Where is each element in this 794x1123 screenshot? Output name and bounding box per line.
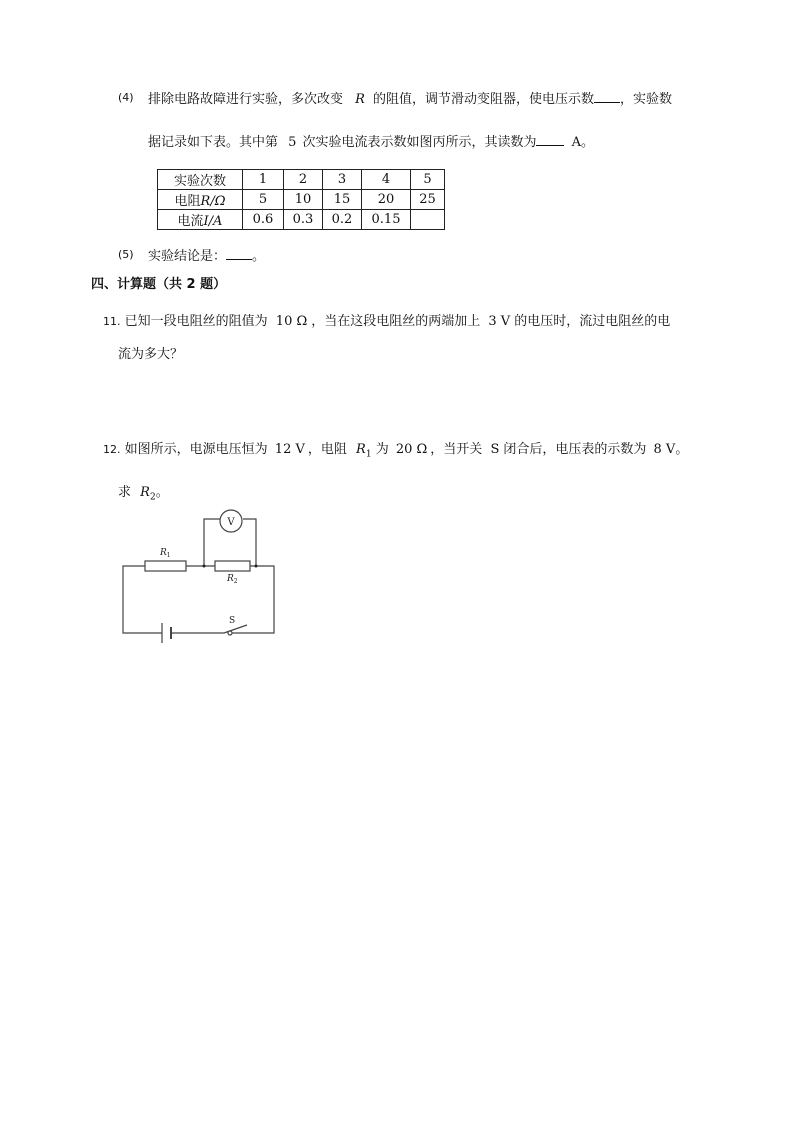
q4-unit: A。 <box>571 135 594 150</box>
q4-text-c: ，实验数 <box>619 92 672 107</box>
table-cell: 10 <box>284 190 323 210</box>
table-cell: 15 <box>323 190 362 210</box>
q4-text-a: 排除电路故障进行实验，多次改变 <box>148 92 344 107</box>
resistor-r1 <box>145 561 186 571</box>
q12-text-c: 为 <box>375 442 389 457</box>
q11-line2: 流为多大？ <box>118 347 184 362</box>
wire-left <box>123 566 162 633</box>
q12-text-b: ，电阻 <box>307 442 347 457</box>
table-cell: 0.6 <box>243 210 284 230</box>
table-cell: 2 <box>284 170 323 190</box>
resistance-label-unit: R/Ω <box>200 194 226 209</box>
q12-text-a: 如图所示，电源电压恒为 <box>124 442 268 457</box>
r1-label-sub: 1 <box>166 552 171 559</box>
q12-r2: R <box>140 485 150 500</box>
q12-text-e: 闭合后，电压表的示数为 <box>503 442 647 457</box>
r2-label-main: R <box>227 574 234 584</box>
q12-line2-a: 求 <box>118 485 132 500</box>
q4-text-e: 次实验电流表示数如图丙所示，其读数为 <box>302 135 537 150</box>
q12-u-value: 12 V <box>274 442 305 457</box>
q11-r-value: 10 Ω <box>275 314 308 329</box>
table-header-label: 实验次数 <box>158 170 243 190</box>
q5-text-b: 。 <box>252 249 266 264</box>
voltmeter-wire-left <box>204 519 220 566</box>
section-title: 四、计算题（共 2 题） <box>91 277 227 292</box>
wire-right <box>232 566 274 633</box>
voltmeter-wire-right <box>243 519 256 566</box>
r1-label <box>159 548 171 559</box>
q12-text-d: ，当开关 <box>430 442 483 457</box>
table-cell: 5 <box>243 190 284 210</box>
resistance-label-text: 电阻 <box>174 194 201 209</box>
junction-dot <box>203 565 206 568</box>
switch-lever <box>224 625 247 633</box>
table-cell: 0.2 <box>323 210 362 230</box>
table-cell: 0.3 <box>284 210 323 230</box>
q4-trial-number: 5 <box>288 135 297 150</box>
q12-switch: S <box>490 442 500 457</box>
r2-label <box>226 574 238 585</box>
table-cell: 4 <box>362 170 411 190</box>
q11-text-a: 已知一段电阻丝的阻值为 <box>124 314 268 329</box>
q12-line2-b: 。 <box>155 485 169 500</box>
q12-r2-sub: 2 <box>149 492 156 503</box>
junction-dot <box>255 565 258 568</box>
switch-pivot <box>228 631 232 635</box>
table-cell: 3 <box>323 170 362 190</box>
current-label-unit: I/A <box>203 214 223 229</box>
q5-number: (5) <box>118 248 134 261</box>
table-cell: 20 <box>362 190 411 210</box>
voltmeter-label: V <box>227 517 235 528</box>
switch-label: S <box>229 616 236 626</box>
table-cell: 0.15 <box>362 210 411 230</box>
q5-text-a: 实验结论是： <box>148 249 227 264</box>
table-cell: 1 <box>243 170 284 190</box>
q12-r1-value: 20 Ω <box>395 442 428 457</box>
q12-r1-sub: 1 <box>365 449 372 460</box>
table-cell: 5 <box>411 170 445 190</box>
q12-text-f: 。 <box>675 442 689 457</box>
q4-text-d: 据记录如下表。其中第 <box>148 135 279 150</box>
r1-label-main: R <box>160 548 167 558</box>
q11-text-b: ，当在这段电阻丝的两端加上 <box>311 314 481 329</box>
r2-label-sub: 2 <box>233 578 238 585</box>
q4-var-r: R <box>355 92 365 107</box>
current-label-text: 电流 <box>177 214 204 229</box>
q12-v-value: 8 V <box>653 442 676 457</box>
resistor-r2 <box>215 561 250 571</box>
q11-number: 11. <box>103 315 121 328</box>
q11-text-c: 的电压时，流过电阻丝的电 <box>514 314 671 329</box>
q4-text-b: 的阻值，调节滑动变阻器，使电压示数 <box>372 92 594 107</box>
q4-number: (4) <box>118 91 134 104</box>
table-cell: 25 <box>411 190 445 210</box>
q12-r1: R <box>356 442 366 457</box>
q11-u-value: 3 V <box>488 314 511 329</box>
q12-number: 12. <box>103 443 121 456</box>
